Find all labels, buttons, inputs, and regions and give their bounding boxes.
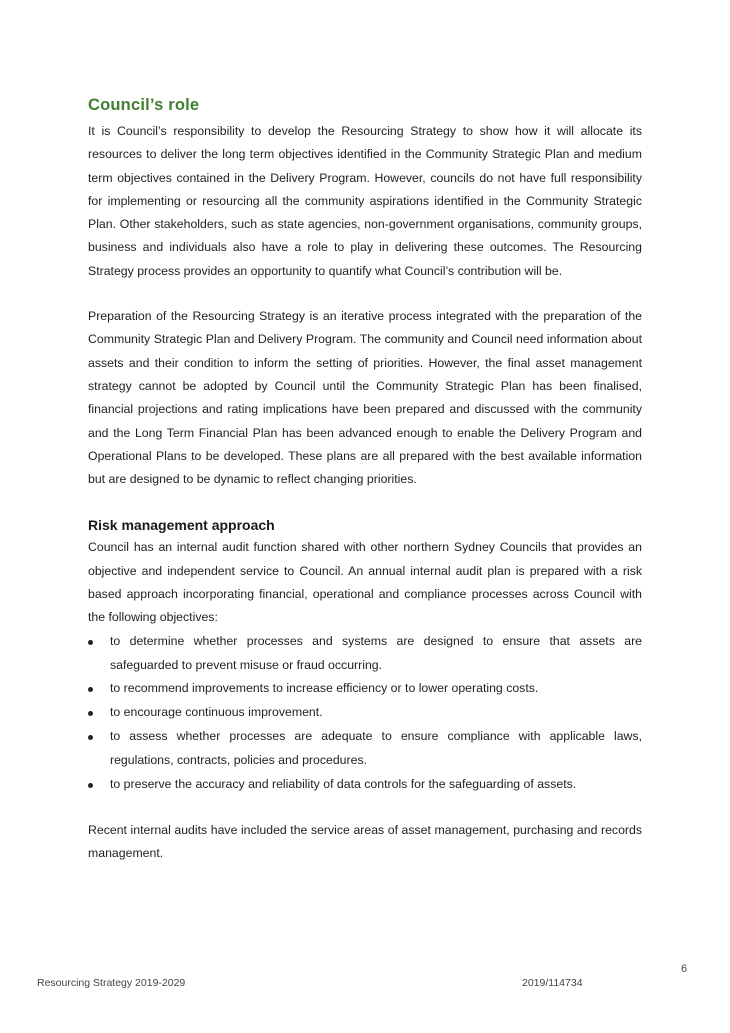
list-item-text: to assess whether processes are adequate to ensure compliance with applicable laws, regulations, contracts, policies and procedures. xyxy=(110,729,642,768)
bullet-icon xyxy=(88,783,93,788)
bullet-icon xyxy=(88,711,93,716)
page-number: 6 xyxy=(681,963,688,975)
list-item-text: to recommend improvements to increase efficiency or to lower operating costs. xyxy=(110,681,539,696)
list-item-text: to encourage continuous improvement. xyxy=(110,705,323,720)
footer-reference-number: 2019/114734 xyxy=(522,977,583,989)
list-item xyxy=(88,725,642,773)
councils-role-paragraph-1: It is Council’s responsibility to develop the Resourcing Strategy to show how it will allocate its resources to deliver the long term objectives identified in the Community Strategic Plan and medium term objectives contained in the Delivery Program. However, councils do not have full responsibility for implementing or resourcing all the community aspirations identified in the Community Strategic Plan. Other stakeholders, such as state agencies, non-government organisations, community groups, business and individuals also have a role to play in delivering these outcomes. The Resourcing Strategy process provides an opportunity to quantify what Council’s contribution will be. xyxy=(88,124,642,278)
bullet-icon xyxy=(88,735,93,740)
bullet-icon xyxy=(88,640,93,645)
list-item-text: to preserve the accuracy and reliability of data controls for the safeguarding of assets. xyxy=(110,777,577,792)
list-item xyxy=(88,773,642,797)
risk-management-closing: Recent internal audits have included the service areas of asset management, purchasing and records management. xyxy=(88,822,642,861)
councils-role-heading: Council’s role xyxy=(88,96,200,114)
risk-management-heading: Risk management approach xyxy=(88,517,275,534)
risk-management-intro: Council has an internal audit function shared with other northern Sydney Councils that provides an objective and independent service to Council. An annual internal audit plan is prepared with a risk based approach incorporating financial, operational and compliance processes across Council with the following objectives: xyxy=(88,540,642,625)
list-item-text: to determine whether processes and systems are designed to ensure that assets are safeguarded to prevent misuse or fraud occurring. xyxy=(110,633,642,672)
councils-role-paragraph-2: Preparation of the Resourcing Strategy is an iterative process integrated with the preparation of the Community Strategic Plan and Delivery Program. The community and Council need information about assets and their condition to inform the setting of priorities. However, the final asset management strategy cannot be adopted by Council until the Community Strategic Plan has been finalised, financial projections and rating implications have been prepared and discussed with the community and the Long Term Financial Plan has been advanced enough to enable the Delivery Program and Operational Plans to be developed. These plans are all prepared with the best available information but are designed to be dynamic to reflect changing priorities. xyxy=(88,309,642,487)
footer-document-title: Resourcing Strategy 2019-2029 xyxy=(37,977,186,989)
list-item xyxy=(88,677,642,701)
audit-objectives-list xyxy=(88,630,642,797)
list-item xyxy=(88,630,642,678)
bullet-icon xyxy=(88,687,93,692)
list-item xyxy=(88,701,642,725)
page-content xyxy=(88,93,642,866)
